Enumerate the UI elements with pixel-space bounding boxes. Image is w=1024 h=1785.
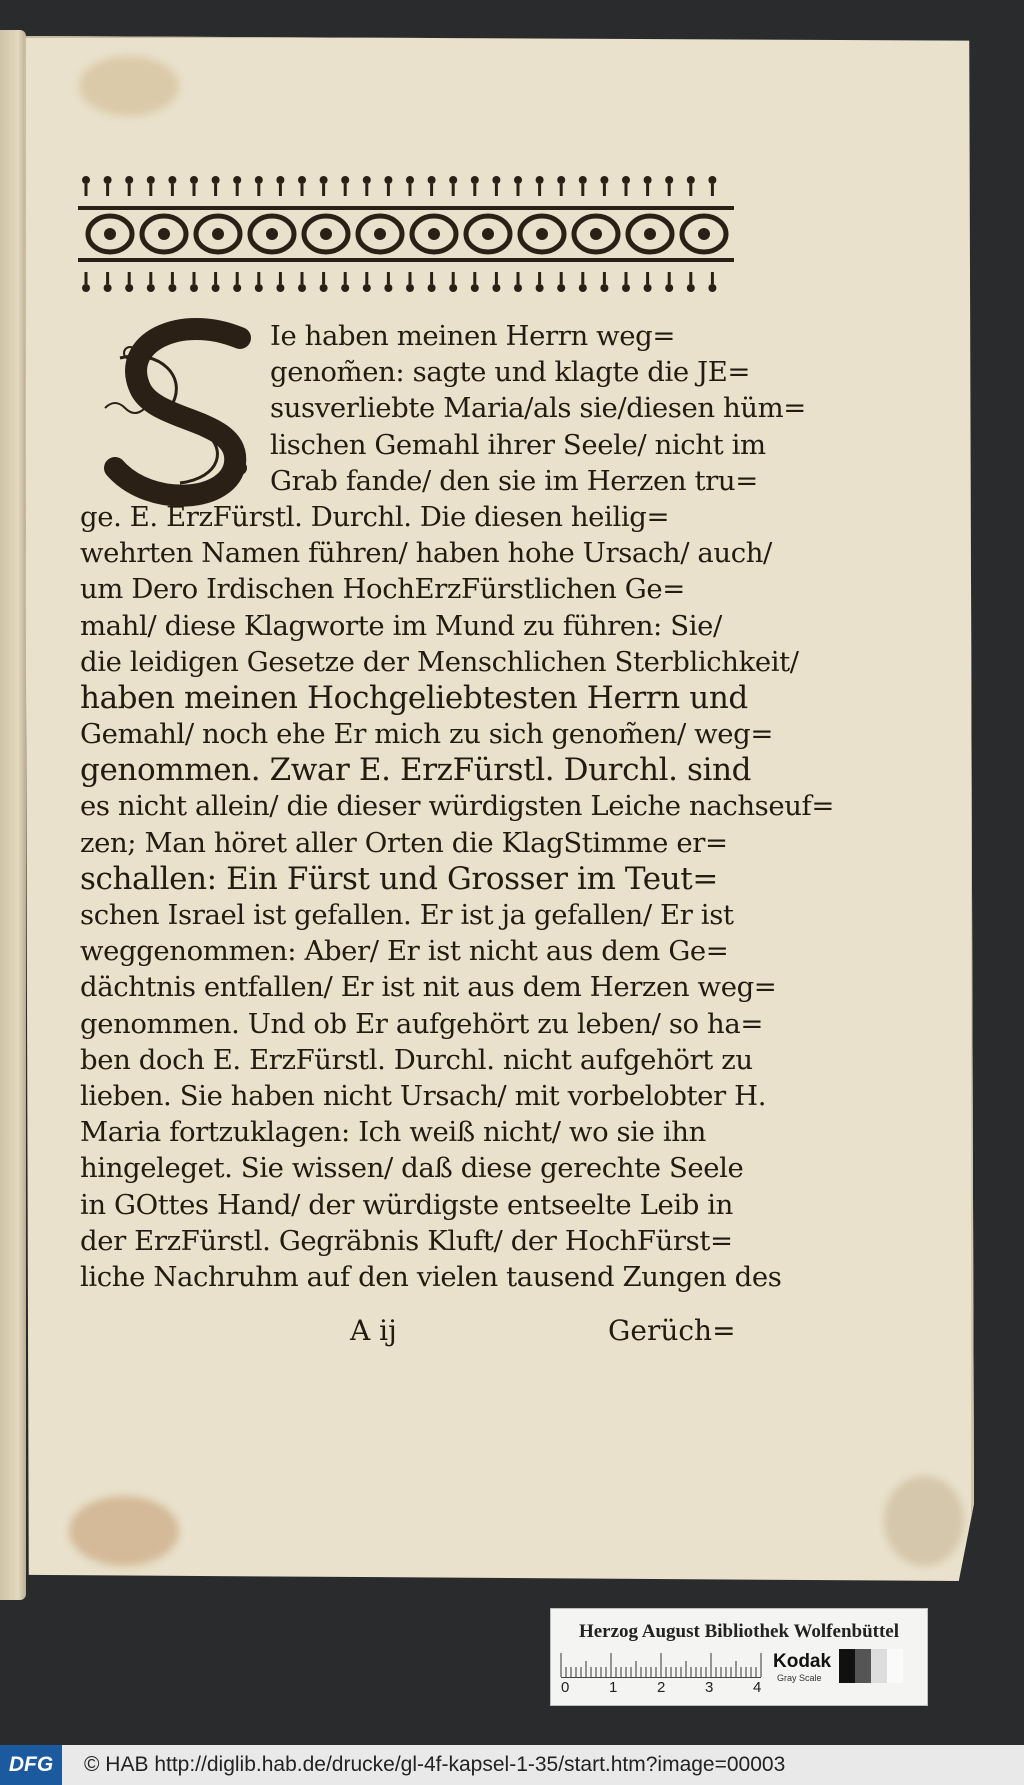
kodak-logo: Kodak: [773, 1651, 832, 1672]
text-line: dächtnis entfallen/ Er ist nit aus dem Herzen weg=: [80, 971, 777, 1004]
gray-patch: [855, 1649, 871, 1683]
ruler-number: 4: [753, 1679, 762, 1696]
paper-stain: [69, 1496, 179, 1566]
paper-stain: [884, 1476, 964, 1566]
text-line: liche Nachruhm auf den vielen tausend Zungen des: [80, 1260, 782, 1293]
text-line: ge. E. ErzFürstl. Durchl. Die diesen heilig=: [80, 500, 670, 533]
text-line: Grab fande/ den sie im Herzen tru=: [270, 464, 758, 497]
scale-ruler: [561, 1651, 761, 1678]
library-name: Herzog August Bibliothek Wolfenbüttel: [578, 1621, 900, 1642]
ruler-number: 0: [561, 1679, 570, 1696]
text-line: hingeleget. Sie wissen/ daß diese gerechte Seele: [80, 1152, 744, 1185]
body-text: [80, 318, 834, 1295]
text-line: mahl/ diese Klagworte im Mund zu führen: Sie/: [80, 609, 722, 642]
dfg-logo: DFG: [0, 1745, 62, 1785]
library-color-card: [550, 1608, 928, 1706]
text-line: die leidigen Gesetze der Menschlichen Sterblichkeit/: [80, 645, 799, 678]
text-line: genommen. Zwar E. ErzFürstl. Durchl. sind: [80, 752, 752, 789]
text-line: Gemahl/ noch ehe Er mich zu sich genom̃en/ weg=: [80, 718, 774, 751]
gray-patch: [887, 1649, 903, 1683]
decorative-header-ornament: [78, 170, 734, 300]
text-line: in GOttes Hand/ der würdigste entseelte Leib in: [80, 1188, 733, 1221]
gray-scale-label: Gray Scale: [777, 1673, 822, 1683]
viewer-footer: [0, 1745, 1024, 1785]
gray-patch: [839, 1649, 855, 1683]
text-line: susverliebte Maria/als sie/diesen hüm=: [270, 392, 806, 425]
text-line: schallen: Ein Fürst und Grosser im Teut=: [80, 860, 718, 897]
paper-stain: [79, 56, 179, 116]
copyright-url[interactable]: © HAB http://diglib.hab.de/drucke/gl-4f-kapsel-1-35/start.htm?image=00003: [84, 1753, 786, 1776]
text-line: wehrten Namen führen/ haben hohe Ursach/ auch/: [80, 537, 772, 570]
adjacent-page-edge: [0, 30, 26, 1600]
text-line: genommen. Und ob Er aufgehört zu leben/ so ha=: [80, 1007, 763, 1040]
text-line: um Dero Irdischen HochErzFürstlichen Ge=: [80, 573, 685, 606]
text-line: lischen Gemahl ihrer Seele/ nicht im: [270, 428, 766, 461]
gray-scale-patches: [839, 1649, 903, 1683]
text-line: ben doch E. ErzFürstl. Durchl. nicht aufgehört zu: [80, 1043, 753, 1076]
text-line: haben meinen Hochgeliebtesten Herrn und: [80, 679, 748, 716]
text-line: lieben. Sie haben nicht Ursach/ mit vorbelobter H.: [80, 1079, 767, 1112]
text-line: zen; Man höret aller Orten die KlagStimme er=: [80, 826, 728, 859]
text-line: weggenommen: Aber/ Er ist nicht aus dem Ge=: [80, 935, 729, 968]
page-signature-row: [80, 1314, 736, 1354]
text-line: Maria fortzuklagen: Ich weiß nicht/ wo sie ihn: [80, 1116, 706, 1149]
text-line: es nicht allein/ die dieser würdigsten Leiche nachseuf=: [80, 790, 834, 823]
text-line: Ie haben meinen Herrn weg=: [270, 320, 675, 352]
catchword: Gerüch=: [608, 1314, 736, 1347]
text-line: genom̃en: sagte und klagte die JE=: [270, 356, 751, 389]
ruler-number: 2: [657, 1679, 666, 1696]
ruler-number: 1: [609, 1679, 618, 1696]
text-line: der ErzFürstl. Gegräbnis Kluft/ der HochFürst=: [80, 1224, 733, 1257]
ruler-number: 3: [705, 1679, 714, 1696]
signature-mark: A ij: [350, 1314, 397, 1347]
gray-patch: [871, 1649, 887, 1683]
text-line: schen Israel ist gefallen. Er ist ja gefallen/ Er ist: [80, 899, 734, 931]
